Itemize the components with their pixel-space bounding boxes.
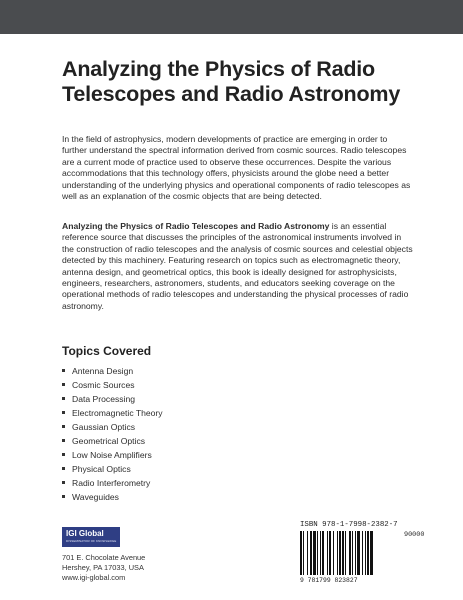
topic-label: Low Noise Amplifiers [72,450,152,460]
topic-item [62,378,163,392]
title-line-2: Telescopes and Radio Astronomy [62,82,401,106]
topic-label: Data Processing [72,394,136,404]
bullet-icon [62,397,65,400]
isbn-label: ISBN 978-1-7998-2382-7 [300,521,398,529]
topic-item [62,420,163,434]
bullet-icon [62,369,65,372]
topic-item [62,490,163,504]
bullet-icon [62,439,65,442]
bullet-icon [62,425,65,428]
topic-item [62,434,163,448]
book-title-inline: Analyzing the Physics of Radio Telescopes and Radio Astronomy [62,221,330,231]
price-code: 90000 [404,531,425,539]
title-line-1: Analyzing the Physics of Radio [62,57,375,81]
description-paragraph-2 [62,221,414,312]
barcode [300,531,425,580]
topic-label: Antenna Design [72,366,134,376]
bullet-icon [62,481,65,484]
description-paragraph-2-text: is an essential reference source that discusses the principles of the astronomical instruments involved in the construction of radio telescopes and the analysis of cosmic sources and celestial objects detected by this machinery. Featuring research on topics such as electromagnetic theory, antenna design, and geometrical optics, this book is ideally designed for astrophysicists, engineers, researchers, astronomers, students, and educators seeking coverage on the operational methods of radio telescopes and understanding the physical processes of radio astronomy. [62,221,413,311]
bullet-icon [62,383,65,386]
address-city: Hershey, PA 17033, USA [62,562,144,572]
topics-list [62,364,163,504]
bullet-icon [62,467,65,470]
barcode-digits: 9 781799 823827 [300,577,358,584]
topic-label: Electromagnetic Theory [72,408,163,418]
topic-label: Radio Interferometry [72,478,151,488]
topic-label: Gaussian Optics [72,422,136,432]
top-color-band [0,0,463,34]
publisher-logo-tagline: DISSEMINATOR OF KNOWLEDGE [66,539,117,543]
topic-item [62,476,163,490]
topic-item [62,448,163,462]
publisher-address [62,553,145,582]
description-paragraph-1: In the field of astrophysics, modern developments of practice are emerging in order to further understand the spectral information derived from cosmic sources. Radio telescopes are a current mode of practice used to observe these occurrences. Despite the various accommodations that this technology offers, physicists around the globe need a better understanding of the underlying physics and operational components of radio telescopes as well as an explanation of the cosmic objects that are being detected. [62,134,411,202]
topic-label: Physical Optics [72,464,131,474]
topic-label: Waveguides [72,492,119,502]
topic-item [62,406,163,420]
topics-heading: Topics Covered [62,344,152,358]
address-street: 701 E. Chocolate Avenue [62,553,146,562]
bullet-icon [62,411,65,414]
topic-item [62,364,163,378]
book-title [62,57,422,107]
bullet-icon [62,495,65,498]
topic-item [62,462,163,476]
topic-label: Cosmic Sources [72,380,135,390]
publisher-logo-name: IGI Global [66,529,104,538]
topic-label: Geometrical Optics [72,436,146,446]
topic-item [62,392,163,406]
publisher-logo [62,527,120,547]
bullet-icon [62,453,65,456]
publisher-website: www.igi-global.com [62,572,126,582]
barcode-bars [300,531,400,575]
